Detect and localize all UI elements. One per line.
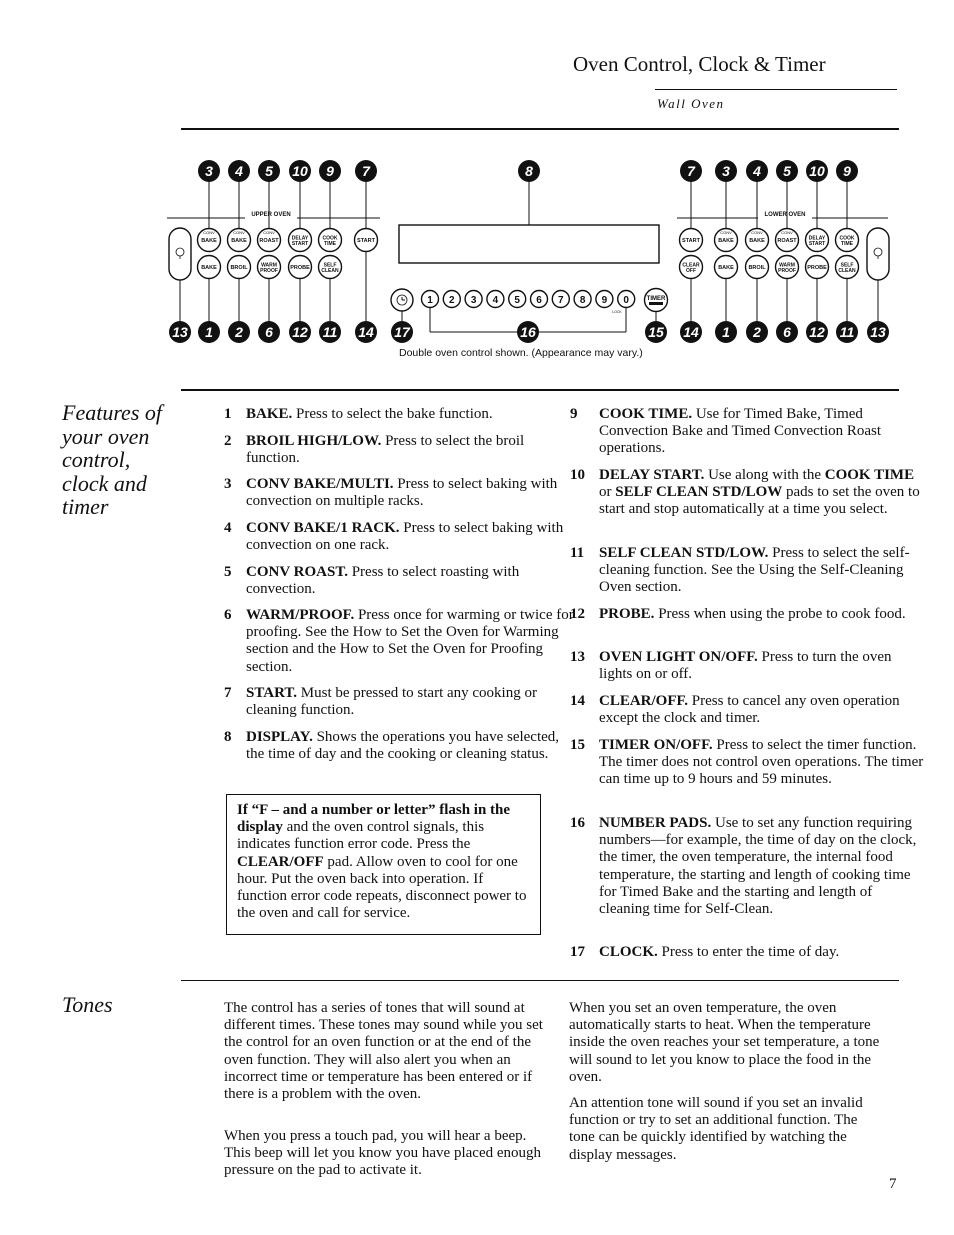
upper-top-button-4-text: DELAY	[291, 235, 309, 242]
feature-text: Press to turn the oven lights on or off.	[599, 649, 892, 683]
callout-4-upper-label: 4	[235, 163, 243, 179]
feature-number: 16	[570, 815, 585, 831]
feature-text: Press to select the timer function. The timer does not control oven operations. The timer can time up to 9 hours and 59 minutes.	[599, 737, 924, 788]
timer-label: TIMER	[646, 296, 666, 302]
warning-text-1: and the oven control signals, this indicates function error code. Press the	[237, 819, 485, 853]
upper-top-button-6-text: START	[357, 238, 375, 244]
upper-bottom-button-2-text: BROIL	[230, 265, 248, 271]
callout-4-lower-label: 4	[753, 163, 761, 179]
feature-label: CONV ROAST.	[246, 564, 348, 580]
lower-oven-light-button	[867, 228, 889, 280]
feature-description	[599, 737, 925, 789]
feature-text: Use to set any function requiring numbers—for example, the time of day on the clock, the timer, the oven temperature, the internal food temperature, the starting and length of cooking time for Timed Bake and the starting and length of cleaning time for Self-Clean.	[599, 815, 917, 918]
timer-bar	[649, 302, 663, 305]
feature-text: Press to select baking with convection on multiple racks.	[246, 476, 558, 510]
lower-top-button-4-text: ROAST	[777, 238, 797, 244]
feature-text: pads to set the oven to start and stop automatically at a time you select.	[599, 484, 920, 518]
feature-description	[599, 944, 925, 961]
upper-top-button-3-small: CONV	[263, 230, 275, 235]
features-divider	[181, 389, 899, 391]
number-pad-label: 3	[470, 295, 477, 306]
feature-label: CONV BAKE/1 RACK.	[246, 520, 400, 536]
feature-label: SELF CLEAN STD/LOW.	[599, 545, 769, 561]
feature-label: SELF CLEAN STD/LOW	[615, 484, 783, 501]
feature-text: Press to select the self-cleaning function. See the Using the Self-Cleaning Oven section.	[599, 545, 910, 596]
callout-3-upper-label: 3	[205, 163, 213, 179]
upper-bottom-button-1-text: BAKE	[201, 265, 217, 271]
diagram-caption: Double oven control shown. (Appearance may vary.)	[399, 347, 643, 359]
feature-description	[246, 685, 576, 719]
tones-heading: Tones	[62, 992, 113, 1017]
lower-bottom-button-5-text: PROBE	[807, 265, 827, 271]
lower-top-button-3-small: CONV	[751, 230, 763, 235]
lower-bottom-button-4-text: PROOF	[778, 268, 796, 274]
callout-3-lower-label: 3	[722, 163, 730, 179]
feature-label: OVEN LIGHT ON/OFF.	[599, 649, 758, 665]
page-number: 7	[889, 1176, 897, 1192]
feature-item-1	[224, 406, 576, 423]
feature-description	[599, 606, 925, 623]
callout-5-lower-label: 5	[783, 163, 791, 179]
number-pad-label: 9	[601, 295, 608, 306]
lower-bottom-button-1-text: CLEAR	[682, 262, 700, 269]
control-panel-diagram	[0, 0, 954, 380]
feature-label: CLEAR/OFF.	[599, 693, 689, 709]
feature-item-12	[570, 606, 925, 623]
callout-10-upper-label: 10	[292, 163, 308, 179]
callout-13-bottom-left-label: 13	[172, 324, 188, 340]
lower-top-button-1-text: START	[682, 238, 700, 244]
callout-display-label: 8	[525, 163, 533, 179]
upper-top-button-2-small: CONV	[233, 230, 245, 235]
number-pad-label: 6	[536, 295, 542, 306]
feature-label: BAKE.	[246, 406, 293, 422]
upper-top-button-1-text: BAKE	[201, 238, 217, 244]
lower-top-button-4-small: CONV	[781, 230, 793, 235]
feature-number: 4	[224, 520, 232, 536]
tones-paragraph-1: The control has a series of tones that will sound at different times. These tones may sound while you set the control for an oven function or at the end of the oven function. They will also alert you when an incorrect time or temperature has been entered or if there is a problem with the oven.	[224, 1000, 543, 1103]
callout-6-bottom-left-label: 6	[265, 324, 273, 340]
upper-oven-label: UPPER OVEN	[251, 212, 291, 218]
feature-label: DISPLAY.	[246, 729, 313, 745]
feature-label: START.	[246, 685, 298, 701]
feature-number: 12	[570, 606, 585, 622]
feature-number: 11	[570, 545, 585, 561]
lower-bottom-button-4-text: WARM	[779, 262, 795, 269]
feature-item-15	[570, 737, 925, 789]
feature-number: 8	[224, 729, 232, 745]
feature-text: Use for Timed Bake, Timed Convection Bake and Timed Convection Roast operations.	[599, 406, 882, 457]
callout-12-bottom-right-label: 12	[809, 324, 825, 340]
lower-top-button-6-text: TIME	[841, 241, 853, 247]
feature-item-17	[570, 944, 925, 961]
number-pad-label: 8	[579, 295, 586, 306]
number-pad-label: 5	[514, 295, 520, 306]
number-pad-label: 1	[427, 295, 433, 306]
feature-label: CONV BAKE/MULTI.	[246, 476, 394, 492]
tones-divider	[181, 980, 899, 981]
feature-item-9	[570, 406, 925, 458]
feature-item-5	[224, 564, 576, 598]
callout-14-bottom-right-label: 14	[683, 324, 699, 340]
upper-top-button-4-text: START	[291, 241, 309, 247]
feature-item-2	[224, 433, 576, 467]
feature-label: COOK TIME.	[599, 406, 693, 422]
feature-description	[246, 607, 576, 676]
upper-bottom-button-5-text: SELF	[323, 262, 337, 269]
feature-text: Press to select baking with convection on one rack.	[246, 520, 564, 554]
feature-label: NUMBER PADS.	[599, 815, 712, 831]
callout-1-bottom-left-label: 1	[205, 324, 213, 340]
feature-description	[246, 729, 576, 763]
feature-item-7	[224, 685, 576, 719]
upper-bottom-button-4-text: PROBE	[290, 265, 310, 271]
upper-bottom-button-3-text: WARM	[261, 262, 277, 269]
lower-top-button-6-text: COOK	[839, 235, 855, 242]
upper-bottom-button-5-text: CLEAN	[321, 268, 339, 274]
page-title: Oven Control, Clock & Timer	[573, 52, 826, 76]
number-pad-label: 2	[449, 295, 455, 306]
oven-display	[399, 225, 659, 263]
feature-label: DELAY START.	[599, 467, 705, 483]
feature-item-11	[570, 545, 925, 597]
feature-description	[246, 564, 576, 598]
number-pad-label: 7	[558, 295, 564, 306]
feature-text: Shows the operations you have selected, the time of day and the cooking or cleaning status.	[246, 729, 560, 763]
feature-number: 9	[570, 406, 578, 422]
tones-paragraph-3: When you set an oven temperature, the oven automatically starts to heat. When the temperature inside the oven reaches your set temperature, a tone will sound to let you know to place the food in the oven.	[569, 1000, 880, 1085]
feature-number: 2	[224, 433, 232, 449]
feature-number: 1	[224, 406, 232, 422]
feature-text: Press once for warming or twice for proofing. See the How to Set the Oven for Warming section and the How to Set the Oven for Proofing section.	[246, 607, 574, 675]
feature-number: 14	[570, 693, 585, 709]
callout-timer-label: 15	[648, 324, 664, 340]
feature-number: 17	[570, 944, 585, 960]
feature-label: COOK TIME	[824, 467, 915, 483]
lower-top-button-2-text: BAKE	[718, 238, 734, 244]
upper-oven-light-button	[169, 228, 191, 280]
feature-description	[599, 649, 925, 683]
callout-9-upper-label: 9	[326, 163, 334, 179]
callout-17-bottom-left-label: 17	[394, 324, 410, 340]
feature-item-4	[224, 520, 576, 554]
page-subtitle: Wall Oven	[657, 96, 725, 111]
lower-bottom-button-6-text: SELF	[840, 262, 854, 269]
feature-description	[599, 406, 925, 458]
feature-item-10	[570, 467, 925, 519]
upper-top-button-5-text: TIME	[324, 241, 336, 247]
lower-top-button-3-text: BAKE	[749, 238, 765, 244]
feature-description	[599, 815, 925, 918]
callout-12-bottom-left-label: 12	[292, 324, 308, 340]
callout-10-lower-label: 10	[809, 163, 825, 179]
feature-item-13	[570, 649, 925, 683]
feature-description	[246, 406, 576, 423]
feature-description	[246, 520, 576, 554]
lower-top-button-5-text: START	[808, 241, 826, 247]
upper-top-button-1-small: CONV	[203, 230, 215, 235]
feature-description	[599, 467, 925, 519]
feature-number: 7	[224, 685, 232, 701]
upper-top-button-5-text: COOK	[322, 235, 338, 242]
number-pad-label: 4	[492, 295, 499, 306]
callout-13-bottom-right-label: 13	[870, 324, 886, 340]
tones-paragraph-2: When you press a touch pad, you will hear a beep. This beep will let you know you have placed enough pressure on the pad to activate it.	[224, 1128, 542, 1179]
feature-label: WARM/PROOF.	[246, 607, 355, 623]
lower-top-button-5-text: DELAY	[808, 235, 826, 242]
feature-label: CLOCK.	[599, 944, 658, 960]
feature-number: 15	[570, 737, 585, 753]
upper-top-button-2-text: BAKE	[231, 238, 247, 244]
feature-text: Press when using the probe to cook food.	[654, 606, 906, 622]
feature-text: Press to select roasting with convection.	[246, 564, 520, 598]
feature-item-14	[570, 693, 925, 727]
lower-bottom-button-3-text: BROIL	[748, 265, 766, 271]
callout-number-pads-label: 16	[520, 324, 536, 340]
feature-text: or	[599, 484, 616, 501]
feature-label: BROIL HIGH/LOW.	[246, 433, 382, 449]
feature-description	[246, 433, 576, 467]
callout-2-bottom-right-label: 2	[753, 324, 761, 340]
feature-label: PROBE.	[599, 606, 655, 622]
tones-paragraph-4: An attention tone will sound if you set an invalid function or try to set an additional function. The tone can be quickly identified by watching the display messages.	[569, 1095, 863, 1163]
lock-label: LOCK	[612, 310, 622, 314]
feature-number: 3	[224, 476, 232, 492]
warning-bold-1: If “F – and a number or letter” flash in the display	[237, 802, 511, 836]
callout-14-bottom-left-label: 14	[358, 324, 374, 340]
number-pad-label: 0	[623, 295, 629, 306]
callout-7-lower-label: 7	[687, 163, 695, 179]
callout-6-bottom-right-label: 6	[783, 324, 791, 340]
callout-11-bottom-left-label: 11	[322, 324, 338, 340]
features-heading: Features of your oven control, clock and timer	[62, 400, 162, 519]
callout-1-bottom-right-label: 1	[722, 324, 730, 340]
callout-11-bottom-right-label: 11	[839, 324, 855, 340]
lower-bottom-button-1-text: OFF	[686, 268, 696, 274]
warning-bold-2: CLEAR/OFF	[237, 853, 324, 870]
upper-bottom-button-3-text: PROOF	[260, 268, 278, 274]
feature-text: Press to select the broil function.	[246, 433, 525, 467]
lower-top-button-2-small: CONV	[720, 230, 732, 235]
feature-description	[599, 693, 925, 727]
callout-7-upper-label: 7	[362, 163, 370, 179]
callout-2-bottom-left-label: 2	[235, 324, 243, 340]
feature-number: 10	[570, 467, 585, 483]
callout-5-upper-label: 5	[265, 163, 273, 179]
error-code-note	[226, 794, 541, 935]
feature-text: Must be pressed to start any cooking or cleaning function.	[246, 685, 537, 719]
feature-text: Use along with the	[704, 467, 825, 483]
warning-text-2: pad. Allow oven to cool for one hour. Put the oven back into operation. If function error code repeats, disconnect power to the oven and call for service.	[237, 853, 527, 922]
lower-bottom-button-2-text: BAKE	[718, 265, 734, 271]
feature-item-16	[570, 815, 925, 918]
lower-bottom-button-6-text: CLEAN	[838, 268, 856, 274]
feature-number: 5	[224, 564, 232, 580]
feature-item-6	[224, 607, 576, 676]
feature-text: Press to enter the time of day.	[657, 944, 840, 960]
feature-number: 13	[570, 649, 585, 665]
feature-text: Press to select the bake function.	[292, 406, 493, 422]
feature-description	[246, 476, 576, 510]
feature-item-8	[224, 729, 576, 763]
feature-label: TIMER ON/OFF.	[599, 737, 713, 753]
feature-text: Press to cancel any oven operation except the clock and timer.	[599, 693, 900, 727]
feature-number: 6	[224, 607, 232, 623]
feature-item-3	[224, 476, 576, 510]
feature-description	[599, 545, 925, 597]
upper-top-button-3-text: ROAST	[259, 238, 279, 244]
lower-oven-label: LOWER OVEN	[764, 212, 806, 218]
callout-9-lower-label: 9	[843, 163, 851, 179]
